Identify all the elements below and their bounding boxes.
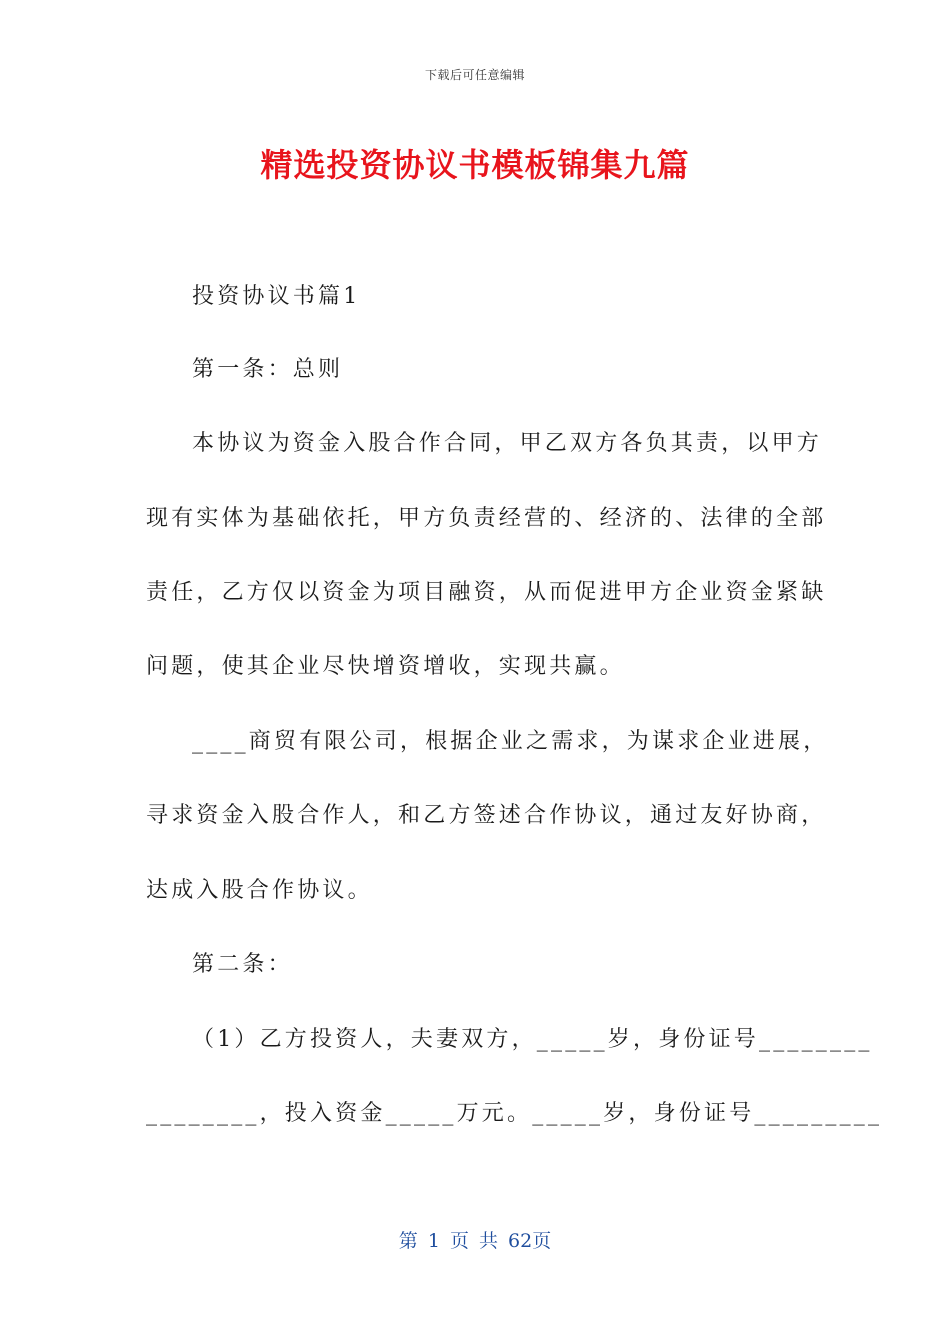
article-heading: 第二条： [192, 952, 293, 977]
paragraph-line: 达成入股合作协议。 [146, 878, 373, 903]
article-heading: 第一条：总则 [192, 357, 344, 382]
paragraph-line: ________，投入资金_____万元。_____岁，身份证号_________ [146, 1101, 883, 1126]
paragraph-line: （1）乙方投资人，夫妻双方，_____岁，身份证号________ [192, 1027, 873, 1052]
paragraph-line: 寻求资金入股合作人，和乙方签述合作协议，通过友好协商， [146, 803, 827, 828]
header-note: 下载后可任意编辑 [424, 68, 525, 82]
page-indicator: 第 1 页 共 62页 [398, 1230, 552, 1252]
paragraph-line: 责任，乙方仅以资金为项目融资，从而促进甲方企业资金紧缺 [146, 580, 827, 605]
paragraph-line: 本协议为资金入股合作合同，甲乙双方各负其责，以甲方 [192, 431, 823, 456]
paragraph-line: ____商贸有限公司，根据企业之需求，为谋求企业进展， [192, 729, 829, 754]
paragraph-line: 现有实体为基础依托，甲方负责经营的、经济的、法律的全部 [146, 506, 827, 531]
paragraph-line: 问题，使其企业尽快增资增收，实现共赢。 [146, 654, 625, 679]
document-title: 精选投资协议书模板锦集九篇 [260, 146, 690, 184]
section-heading: 投资协议书篇1 [192, 284, 361, 309]
